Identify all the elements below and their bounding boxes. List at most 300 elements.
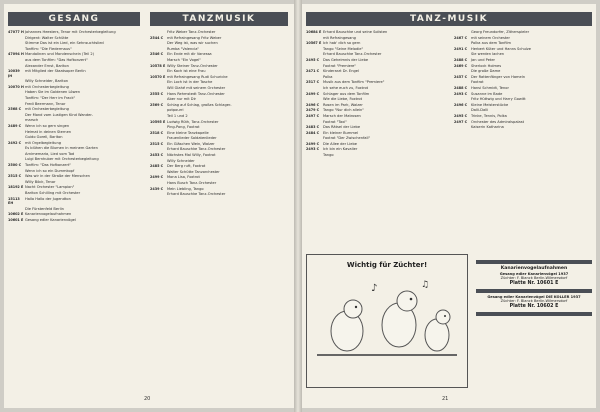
catalog-entry (150, 52, 288, 56)
entry-text: Der Berg ruft, Foxtrot (167, 164, 206, 169)
record-number (150, 97, 167, 101)
entry-text: mit Mitglied der Staatsoper Berlin (25, 69, 86, 74)
catalog-entry (8, 185, 142, 189)
record-number (8, 36, 25, 40)
record-number (8, 135, 25, 139)
entry-text: Tango "Nur dich allein" (323, 108, 364, 113)
kanar-plate1: Platte Nr. 10601 E (509, 280, 559, 286)
catalog-entry (8, 69, 142, 78)
entry-text: potpourri (167, 108, 184, 113)
catalog-entry (8, 47, 142, 51)
entry-text: Jan und Peter (471, 57, 496, 62)
record-number (150, 108, 167, 112)
catalog-entry (150, 30, 288, 34)
entry-text: Dalli-Dalli (471, 108, 489, 113)
entry-text: Hans Busch Tanz-Orchester (167, 181, 217, 186)
record-number (8, 41, 25, 45)
entry-text: Kinderarzt Dr. Engel (323, 69, 359, 74)
entry-text: Wenn ich so ein Dummkopf (25, 168, 75, 173)
record-number: 47077 H (8, 30, 24, 34)
catalog-entry (8, 135, 142, 139)
kanar-bar-top (476, 260, 592, 264)
entry-text: Sherlock Holmes (471, 63, 502, 68)
record-number (150, 114, 167, 118)
record-number (150, 58, 167, 62)
kanar-sub2: Gesang edler Kanarienvögel DIE KOLLER 1937 (487, 294, 581, 299)
entry-text: Musik aus dem Tonfilm "Premiere" (323, 80, 385, 85)
record-number: 2544 C (150, 35, 164, 40)
record-number (8, 47, 25, 51)
record-number (150, 159, 167, 163)
entry-text: Ein Loch ist in der Tasche (167, 80, 213, 85)
entry-text: Foxtrot (471, 80, 484, 85)
catalog-entry (8, 130, 142, 134)
entry-text: Sie werden lachen (471, 52, 505, 57)
entry-text: mit Refraingesang Rudi Schuricke (167, 74, 228, 79)
catalog-entry (306, 147, 444, 151)
catalog-entry (8, 85, 142, 89)
entry-text: Erhard Bauschke und seine Solisten (323, 30, 388, 34)
entry-text: Marsch der Matrosen (323, 113, 361, 118)
catalog-entry (306, 153, 444, 157)
entry-text: Rumba "Valencia" (167, 46, 200, 51)
catalog-entry (8, 152, 142, 156)
record-number (8, 152, 25, 156)
catalog-entry (8, 191, 142, 195)
catalog-entry (454, 92, 592, 96)
catalog-entry (150, 41, 288, 45)
record-number (8, 146, 25, 150)
catalog-entry (306, 64, 444, 68)
entry-text: Gesang edler Kanarienvögel (25, 217, 76, 222)
record-number: 2479 C (306, 108, 320, 113)
catalog-entry (8, 118, 142, 122)
entry-text: Wenn ich so gern singen (25, 123, 70, 128)
birds-box-title: Wichtig für Züchter! (346, 261, 428, 269)
entry-text: Mein Liebling, Tango (167, 186, 204, 191)
record-number: 2484 C (306, 130, 320, 135)
catalog-entry (8, 180, 142, 184)
catalog-entry (8, 141, 142, 145)
record-number (306, 64, 323, 68)
record-number: 2499 C (150, 175, 164, 180)
record-number (454, 80, 471, 84)
record-number: 10684 E (306, 30, 322, 34)
kanar-breeder1: Züchter: F. Blanck Berlin-Wilmersdorf (500, 276, 568, 281)
entry-text: Der Rattenfänger von Hameln (471, 74, 526, 79)
tanz-col-2 (454, 30, 592, 248)
record-number (8, 130, 25, 134)
record-number (150, 80, 167, 84)
kanarien-box (476, 258, 592, 386)
entry-text: Dirigent: Walter Schütte (25, 35, 69, 40)
catalog-entry (8, 174, 142, 178)
entry-text: Erhard Bauschke Tanz-Orchester (323, 52, 382, 57)
catalog-entry (306, 125, 444, 129)
gesang-column (8, 30, 142, 390)
entry-text: Es blühen die Blumen in meinem Garten (25, 146, 98, 151)
catalog-entry (306, 69, 444, 73)
catalog-entry (150, 187, 288, 191)
record-number: 2546 C (150, 52, 164, 57)
record-number: 2491 C (454, 46, 468, 51)
entry-text: Ich sehe euch zu, Foxtrot (323, 85, 369, 90)
catalog-entry (306, 80, 444, 84)
entry-text: Bariton Schilling mit Orchester (25, 191, 81, 196)
catalog-entry (8, 52, 142, 56)
entry-text: Die Allee der Liebe (323, 141, 357, 146)
catalog-entry (306, 108, 444, 112)
entry-text: Tango "Seine Melodie" (323, 46, 364, 51)
record-number (454, 69, 471, 73)
record-number (8, 90, 25, 94)
record-number (8, 96, 25, 100)
entry-text: Fritz Weber Tanz-Orchester (167, 30, 216, 34)
entry-text: Will Glahé mit seinem Orchester (167, 85, 226, 90)
entry-text: Fredi Beermann, Tenor (25, 101, 66, 106)
entry-text: mit Refraingesang (323, 35, 356, 40)
record-number (8, 191, 25, 195)
record-number: 2495 C (454, 113, 468, 118)
kanar-breeder2: Züchter: F. Blanck Berlin-Wilmersdorf (500, 299, 568, 304)
record-number (8, 180, 25, 184)
entry-text: Mona Lisa, Foxtrot (167, 175, 200, 180)
catalog-entry (454, 75, 592, 79)
page-number-left: 20 (144, 396, 151, 402)
catalog-entry (454, 30, 592, 34)
entry-text: mit Orchesterbegleitung (25, 107, 69, 112)
entry-text: mit Orgelbegleitung (25, 140, 62, 145)
entry-text: Wie die Liebe, Foxtrot (323, 97, 363, 102)
entry-text: Luigi Bernhuber mit Orchesterbegleitung (25, 157, 99, 162)
catalog-entry (306, 120, 444, 124)
catalog-entry (306, 92, 444, 96)
entry-text: Erhard Bauschke Tanz-Orchester (167, 147, 226, 152)
catalog-entry (8, 30, 142, 34)
record-number (454, 97, 471, 101)
entry-text: Tango (323, 153, 334, 158)
catalog-entry (306, 52, 444, 56)
entry-text: Arnimemaria, Lied vom Tod (25, 151, 75, 156)
catalog-entry (454, 125, 592, 129)
entry-text: Georg Freundorfer, Zitherspieler (471, 30, 530, 34)
catalog-entry (150, 120, 288, 124)
entry-text: Die große Dame (471, 69, 501, 74)
kanar-bar-mid (476, 289, 592, 293)
catalog-entry (150, 108, 288, 112)
record-number (150, 30, 167, 34)
record-number: 2488 C (454, 57, 468, 62)
record-number: 10601 E (8, 217, 24, 222)
entry-text: Rosen im Park, Walzer (323, 102, 363, 107)
record-number: 2515 C (8, 174, 22, 179)
catalog-entry (8, 207, 142, 211)
entry-text: Marsch "Ein Vogel" (167, 57, 201, 62)
catalog-entry (454, 86, 592, 90)
catalog-entry (306, 58, 444, 62)
record-number: 18192 E (8, 185, 24, 190)
record-number: 2469 C (454, 63, 468, 68)
catalog-entry (150, 114, 288, 118)
catalog-entry (8, 124, 142, 128)
record-number: 2496 C (454, 102, 468, 107)
record-number: 2499 C (306, 91, 320, 96)
record-number: 10567 E (306, 41, 322, 46)
left-page (4, 4, 294, 408)
catalog-entry (8, 157, 142, 161)
catalog-entry (8, 58, 142, 62)
entry-text: Susanne im Bade (471, 91, 503, 96)
record-number (150, 86, 167, 90)
gesang-header: GESANG (8, 12, 140, 26)
catalog-entry (150, 136, 288, 140)
catalog-entry (150, 64, 288, 68)
catalog-entry (150, 170, 288, 174)
catalog-entry (150, 192, 288, 196)
catalog-entry (8, 90, 142, 94)
entry-text: Aber nur mit Dir (167, 97, 197, 102)
catalog-entry (454, 41, 592, 45)
entry-text: Ludwig Rüth, Tanz-Orchester (167, 119, 219, 124)
entry-text: Schlager aus dem Tonfilm (323, 91, 370, 96)
record-number (8, 79, 25, 83)
catalog-entry (8, 79, 142, 83)
tanzmusik-header: TANZMUSIK (150, 12, 288, 26)
catalog-entry (306, 36, 444, 40)
record-number (150, 41, 167, 45)
record-number: 10570 E (150, 74, 166, 79)
record-number (150, 69, 167, 73)
catalog-entry (8, 197, 142, 206)
catalog-entry (8, 146, 142, 150)
catalog-entry (454, 64, 592, 68)
record-number: 2485 C (150, 164, 164, 169)
tanz-musik-header: TANZ-MUSIK (306, 12, 592, 26)
entry-text: Kleine Meisterstücke (471, 102, 509, 107)
catalog-entry (306, 86, 444, 90)
record-number: 2517 C (306, 80, 320, 85)
catalog-entry (306, 30, 444, 34)
record-number (8, 118, 25, 122)
catalog-entry (454, 120, 592, 124)
entry-text: Fritz Hüttwig und Harry Gowitt (471, 97, 526, 102)
record-number (454, 125, 471, 129)
entry-text: Willy Steiner Tanz-Orchester (167, 63, 218, 68)
entry-text: Haben Sie im Goldenen Löwen (25, 90, 81, 95)
record-number (8, 157, 25, 161)
catalog-entry (150, 175, 288, 179)
record-number: 2515 C (150, 141, 164, 146)
entry-text: Guido Gorell, Bariton (25, 135, 63, 140)
record-number: 47094 H (8, 52, 24, 57)
record-number (306, 75, 323, 79)
svg-text:♪: ♪ (371, 283, 378, 294)
record-number: 10070 H (8, 84, 24, 89)
record-number (306, 153, 323, 157)
record-number: 2488 C (454, 85, 468, 90)
record-number: 2495 C (306, 57, 320, 62)
record-number: 10602 E (8, 212, 24, 217)
record-number: 2499 C (306, 141, 320, 146)
entry-text: marsch (25, 118, 39, 123)
entry-text: Das Geheimnis der Liebe (323, 57, 369, 62)
entry-text: Polka (323, 74, 333, 79)
record-number: 2555 C (150, 91, 164, 96)
record-number (454, 41, 471, 45)
record-number: 2518 C (150, 130, 164, 135)
catalog-entry (454, 80, 592, 84)
entry-text: Mandolinen und Mondenschein (Teil 2) (25, 52, 95, 57)
record-number: 2489 C (8, 123, 22, 128)
record-number (150, 136, 167, 140)
record-number: 2569 C (150, 102, 164, 107)
right-page (302, 4, 596, 408)
catalog-entry (454, 97, 592, 101)
catalog-entry (306, 103, 444, 107)
catalog-entry (150, 153, 288, 157)
tanzmusik-column (150, 30, 288, 390)
birds-box (306, 254, 468, 388)
record-number (150, 47, 167, 51)
entry-text: Der Weg ist, was wir suchen (167, 41, 218, 46)
entry-text: Die Fürstenfeld Berlin (25, 206, 64, 211)
entry-text: Nacht Orchester "Lampion" (25, 185, 75, 190)
entry-text: Stimme Das ist ein Lied, ein Sehnsuchtslied (25, 41, 104, 46)
catalog-entry (454, 36, 592, 40)
record-number: 2483 C (306, 125, 320, 130)
record-number (150, 192, 167, 196)
catalog-entry (454, 52, 592, 56)
record-number (8, 64, 25, 68)
record-number: 2457 C (454, 74, 468, 79)
catalog-entry (8, 36, 142, 40)
catalog-entry (8, 169, 142, 173)
catalog-entry (8, 96, 142, 100)
catalog-entry (150, 92, 288, 96)
entry-text: Ich hab' dich so gern (323, 41, 361, 46)
catalog-entry (150, 103, 288, 107)
entry-text: Ein kleiner Bummel (323, 130, 359, 135)
entry-text: Heimat in deinen Sternen (25, 129, 72, 134)
record-number: 2500 C (8, 163, 22, 168)
catalog-entry (150, 36, 288, 40)
catalog-entry (306, 142, 444, 146)
record-number: 2497 C (306, 113, 320, 118)
catalog-entry (454, 69, 592, 73)
record-number (8, 113, 25, 117)
catalog-entry (8, 64, 142, 68)
page-number-right: 21 (442, 396, 449, 402)
record-number (454, 30, 471, 34)
entry-text: mit Orchesterbegleitung (25, 84, 69, 89)
entry-text: Ein Ende mit dir Vanessa (167, 52, 212, 57)
entry-text: Der Mond vom Lustigen Kind Wander- (25, 112, 93, 117)
catalog-entry (150, 142, 288, 146)
record-number: 2453 C (150, 153, 164, 158)
record-number: 2497 C (454, 119, 468, 124)
record-number (306, 120, 323, 124)
record-number (454, 108, 471, 112)
record-number: 2439 C (150, 186, 164, 191)
catalog-entry (150, 181, 288, 185)
entry-text: Foxtrot "Taxi" (323, 119, 347, 124)
record-number (150, 170, 167, 174)
entry-text: Trinke, Tennis, Polka (471, 113, 507, 118)
entry-text: Willy Schneider, Bariton (25, 79, 69, 84)
record-number: 10039 JH (8, 69, 20, 78)
entry-text: Hansi Schmidt, Tenor (471, 85, 509, 90)
catalog-entry (150, 97, 288, 101)
kanar-bar-bottom (476, 312, 592, 316)
entry-text: mit Refraingesang Fritz Weber (167, 35, 222, 40)
kanar-sub1: Gesang edler Kanarienvögel 1937 (499, 271, 569, 276)
record-number (150, 181, 167, 185)
entry-text: Orchester des Admiralspalast (471, 119, 525, 124)
entry-text: Johannes Heesters, Tenor mit Orchesterbegleitung (25, 30, 116, 34)
record-number: 15113 EH (8, 196, 20, 206)
catalog-entry (454, 103, 592, 107)
catalog-entry (8, 212, 142, 216)
entry-text: Frauenlieder Soldatenlieder (167, 136, 217, 141)
entry-text: Was wir in der Straße der Menschen (25, 174, 90, 179)
catalog-entry (150, 80, 288, 84)
record-number: 2467 C (454, 35, 468, 40)
entry-text: Foxtrot "Der Zwischenfall" (323, 136, 371, 141)
entry-text: Ein Koch ist eine Frau (167, 69, 206, 74)
entry-text: Ping-Pong, Foxtrot (167, 125, 200, 130)
kanar-plate2: Platte Nr. 10602 E (509, 303, 559, 309)
catalog-entry (306, 136, 444, 140)
entry-text: aus dem Tonfilm: "Das Hofkonzert" (25, 57, 88, 62)
record-number: 10578 E (150, 63, 166, 68)
catalog-entry (150, 131, 288, 135)
entry-text: Herbert Küter und Hanns Schulze (471, 46, 531, 51)
record-number (306, 86, 323, 90)
catalog-entry (150, 75, 288, 79)
entry-text: Tonfilm: "Das Hofkonzert" (25, 163, 72, 168)
record-number: 2471 C (306, 69, 320, 74)
record-number: 2568 C (8, 107, 22, 112)
svg-text:♫: ♫ (421, 280, 430, 290)
record-number: 2492 C (8, 140, 22, 145)
entry-text: Erhard Bauschke Tanz-Orchester (167, 192, 226, 197)
catalog-entry (150, 164, 288, 168)
entry-text: Tonfilm: "Der Herr im Frack" (25, 95, 76, 100)
catalog-entry (8, 113, 142, 117)
entry-text: Ein Gläschen Wein, Walzer (167, 141, 215, 146)
catalog-entry (150, 147, 288, 151)
catalog-entry (8, 163, 142, 167)
catalog-entry (150, 159, 288, 163)
catalog-entry (150, 58, 288, 62)
entry-text: Das Rätsel der Liebe (323, 125, 361, 130)
gutter (294, 0, 302, 412)
catalog-entry (150, 86, 288, 90)
record-number (8, 169, 25, 173)
record-number (8, 207, 25, 211)
entry-text: Walter Schütte Tanzorchester (167, 169, 220, 174)
birds-illustration (307, 269, 467, 379)
catalog-entry (306, 75, 444, 79)
catalog-entry (150, 47, 288, 51)
record-number (150, 125, 167, 129)
entry-text: Alexander Ernst, Bariton (25, 63, 69, 68)
entry-text: Willy Böck, Tenor (25, 179, 56, 184)
kanar-title: Kanarienvogelaufnahmen (500, 266, 568, 271)
entry-text: Tonfilm: "Die Fledermaus" (25, 46, 72, 51)
record-number: 2496 C (306, 102, 320, 107)
record-number (8, 102, 25, 106)
